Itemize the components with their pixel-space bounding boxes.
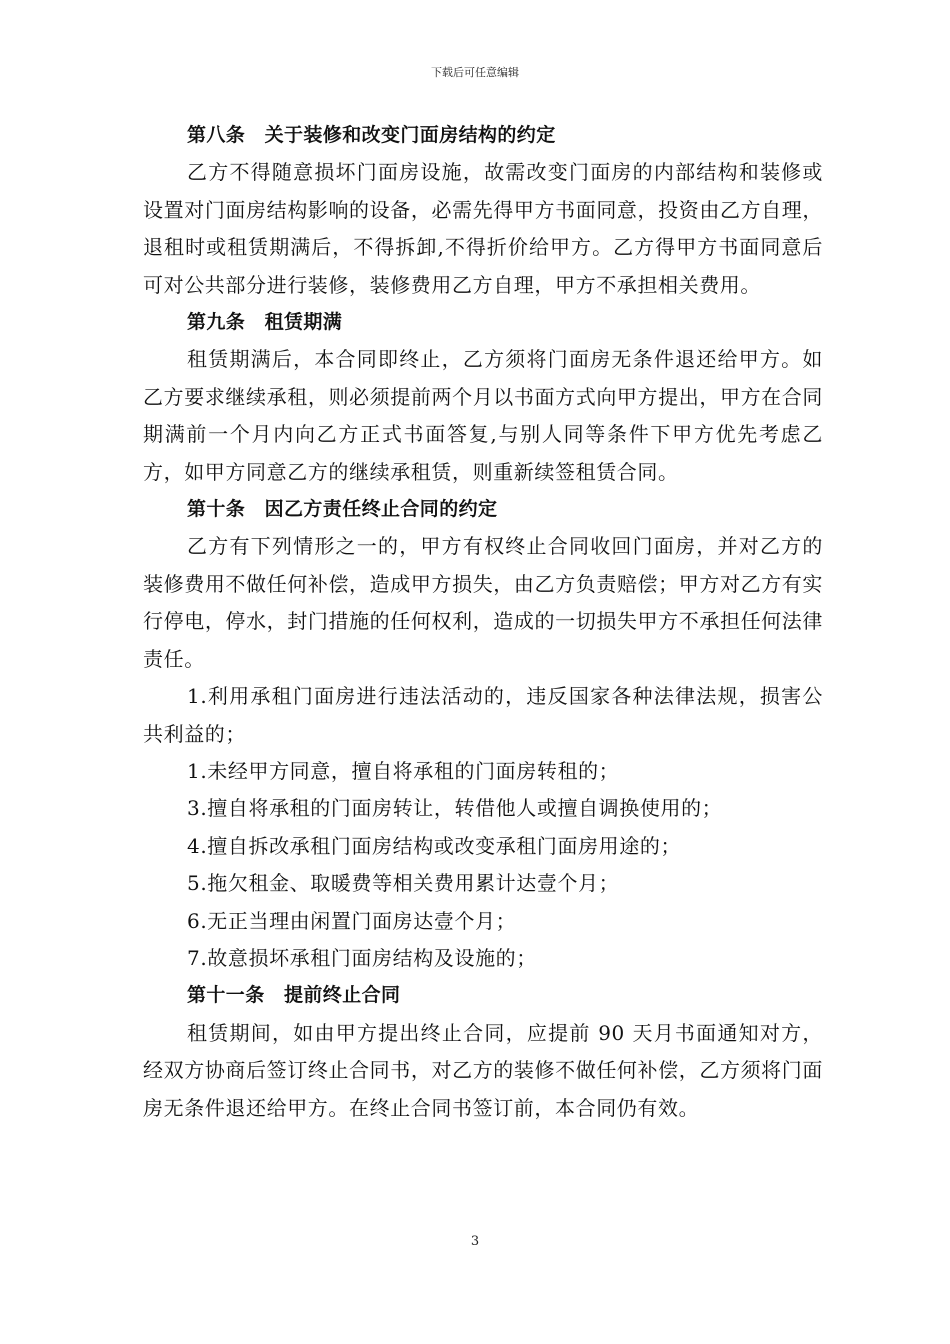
article-10-item: 6.无正当理由闲置门面房达壹个月； (187, 908, 517, 933)
article-8-paragraph: 乙方不得随意损坏门面房设施，故需改变门面房的内部结构和装修或设置对门面房结构影响的设备，必需先得甲方书面同意，投资由乙方自理，退租时或租赁期满后，不得拆卸,不得折价给甲方。乙方得甲方书面同意后可对公共部分进行装修，装修费用乙方自理，甲方不承担相关费用。 (143, 160, 823, 297)
article-10-item: 1.利用承租门面房进行违法活动的，违反国家各种法律法规，损害公共利益的； (143, 684, 823, 746)
article-9-heading: 第九条 租赁期满 (187, 311, 343, 334)
article-10-item: 4.擅自拆改承租门面房结构或改变承租门面房用途的； (187, 833, 682, 858)
article-11-heading: 第十一条 提前终止合同 (187, 984, 401, 1007)
article-10-item: 5.拖欠租金、取暖费等相关费用累计达壹个月； (187, 871, 620, 896)
article-10-heading: 第十条 因乙方责任终止合同的约定 (187, 498, 498, 521)
article-11-paragraph: 租赁期间，如由甲方提出终止合同，应提前 90 天月书面通知对方，经双方协商后签订终止合同书，对乙方的装修不做任何补偿，乙方须将门面房无条件退还给甲方。在终止合同书签订前，本合同仍有效。 (143, 1020, 823, 1120)
document-body (143, 117, 823, 1127)
article-10-item: 1.未经甲方同意，擅自将承租的门面房转租的； (187, 758, 620, 783)
article-10-paragraph: 乙方有下列情形之一的，甲方有权终止合同收回门面房，并对乙方的装修费用不做任何补偿，造成甲方损失，由乙方负责赔偿；甲方对乙方有实行停电，停水，封门措施的任何权利，造成的一切损失甲方不承担任何法律责任。 (143, 534, 823, 671)
article-9-paragraph: 租赁期满后，本合同即终止，乙方须将门面房无条件退还给甲方。如乙方要求继续承租，则必须提前两个月以书面方式向甲方提出，甲方在合同期满前一个月内向乙方正式书面答复,与别人同等条件下甲方优先考虑乙方，如甲方同意乙方的继续承租赁，则重新续签租赁合同。 (143, 347, 823, 484)
page-header: 下载后可任意编辑 (431, 66, 519, 79)
article-10-item: 7.故意损坏承租门面房结构及设施的； (187, 945, 537, 970)
article-8-heading: 第八条 关于装修和改变门面房结构的约定 (187, 124, 556, 146)
article-10-item: 3.擅自将承租的门面房转让，转借他人或擅自调换使用的； (187, 796, 723, 821)
page-number: 3 (470, 1234, 480, 1249)
